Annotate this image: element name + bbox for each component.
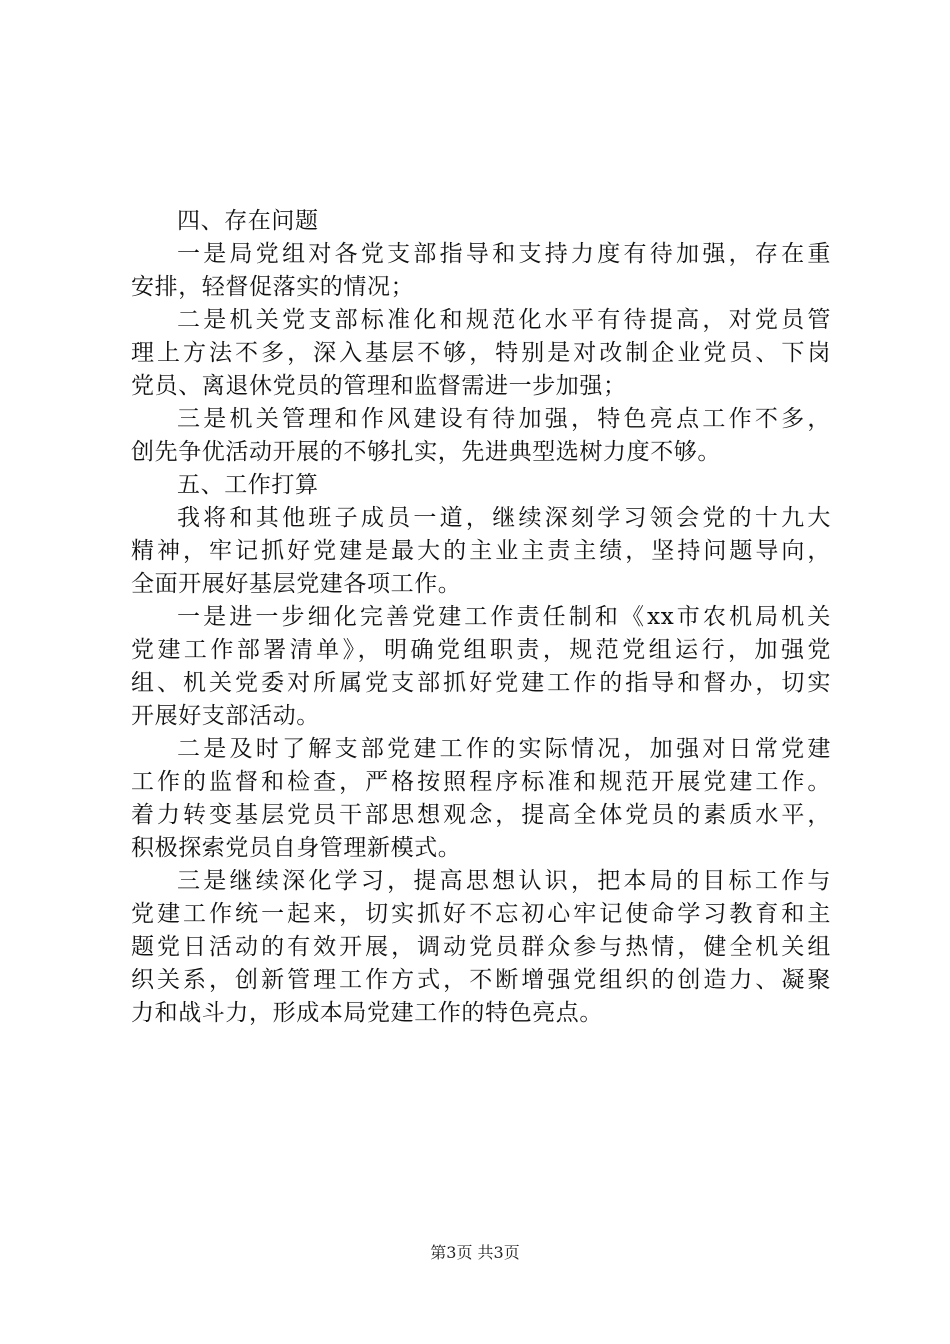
paragraph-line: 组、机关党委对所属党支部抓好党建工作的指导和督办，切实 <box>131 670 831 696</box>
paragraph-line: 我将和其他班子成员一道，继续深刻学习领会党的十九大 <box>177 505 831 531</box>
paragraph-line: 创先争优活动开展的不够扎实，先进典型选树力度不够。 <box>131 439 721 465</box>
paragraph-line: 二是机关党支部标准化和规范化水平有待提高，对党员管 <box>177 307 831 333</box>
paragraph-line: 精神，牢记抓好党建是最大的主业主责主绩，坚持问题导向， <box>131 538 831 564</box>
paragraph-line: 党员、离退休党员的管理和监督需进一步加强； <box>131 373 627 399</box>
paragraph-line: 三是继续深化学习，提高思想认识，把本局的目标工作与 <box>177 868 831 894</box>
paragraph-line: 二是及时了解支部党建工作的实际情况，加强对日常党建 <box>177 736 831 762</box>
paragraph-line: 着力转变基层党员干部思想观念，提高全体党员的素质水平， <box>131 802 831 828</box>
page-number-footer: 第3页 共3页 <box>430 1243 520 1262</box>
paragraph-line: 党建工作统一起来，切实抓好不忘初心牢记使命学习教育和主 <box>131 901 831 927</box>
paragraph-line: 工作的监督和检查，严格按照程序标准和规范开展党建工作。 <box>131 769 831 795</box>
paragraph-line: 安排，轻督促落实的情况； <box>131 274 415 300</box>
paragraph-line: 积极探索党员自身管理新模式。 <box>131 835 462 861</box>
paragraph-line: 一是进一步细化完善党建工作责任制和《xx市农机局机关 <box>177 604 831 630</box>
paragraph-line: 党建工作部署清单》，明确党组职责，规范党组运行，加强党 <box>131 637 831 663</box>
paragraph-line: 开展好支部活动。 <box>131 703 320 729</box>
paragraph-line: 三是机关管理和作风建设有待加强，特色亮点工作不多， <box>177 406 831 432</box>
paragraph-line: 题党日活动的有效开展，调动党员群众参与热情，健全机关组 <box>131 934 831 960</box>
section-heading-plans: 五、工作打算 <box>177 472 319 498</box>
paragraph-line: 理上方法不多，深入基层不够，特别是对改制企业党员、下岗 <box>131 340 831 366</box>
paragraph-line: 力和战斗力，形成本局党建工作的特色亮点。 <box>131 1000 603 1026</box>
paragraph-line: 一是局党组对各党支部指导和支持力度有待加强，存在重 <box>177 241 831 267</box>
paragraph-line: 全面开展好基层党建各项工作。 <box>131 571 462 597</box>
section-heading-problems: 四、存在问题 <box>177 208 319 234</box>
paragraph-line: 织关系，创新管理工作方式，不断增强党组织的创造力、凝聚 <box>131 967 831 993</box>
document-body <box>131 205 831 1030</box>
